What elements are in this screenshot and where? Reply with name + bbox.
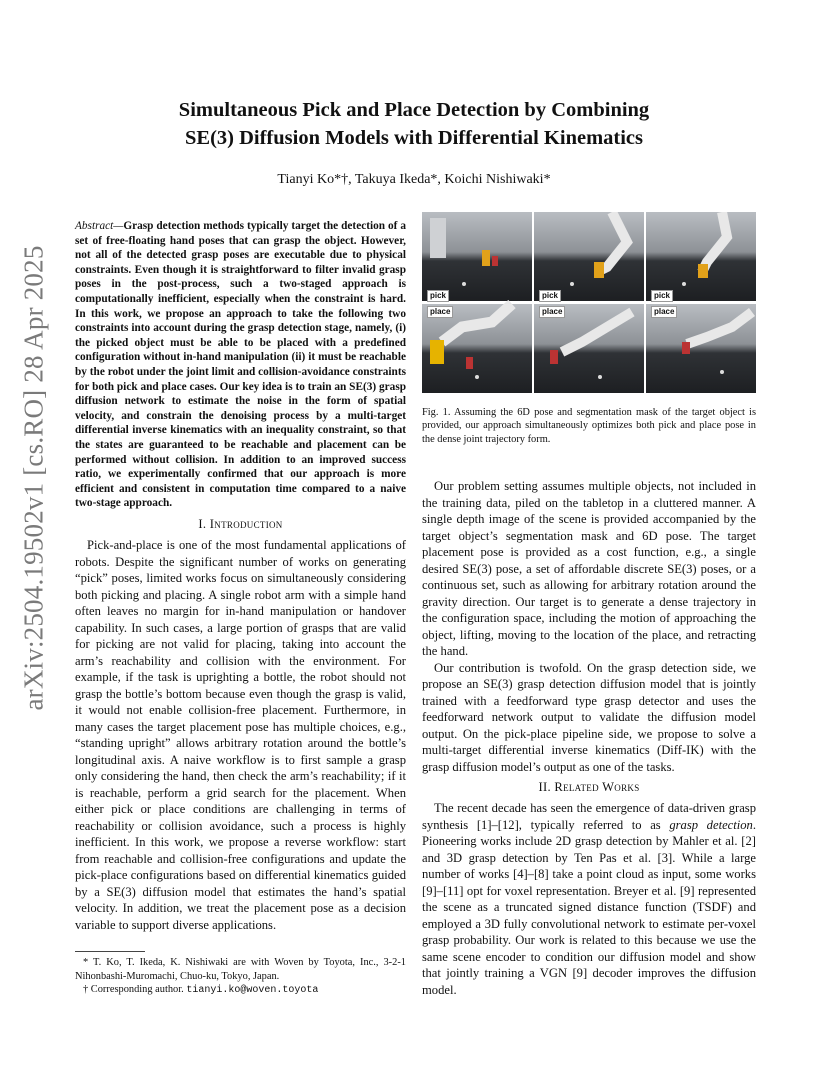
panel-pick-1 <box>422 212 532 301</box>
place-label: place <box>427 306 453 318</box>
pick-label: pick <box>539 290 561 302</box>
problem-setting-body <box>422 478 756 775</box>
title-line-2: SE(3) Diffusion Models with Differential Kinematics <box>185 127 643 149</box>
paper-title <box>60 96 768 152</box>
section-heading-related-works <box>422 780 756 795</box>
abstract <box>75 219 406 511</box>
panel-pick-2 <box>534 212 644 301</box>
author-list: Tianyi Ko*†, Takuya Ikeda*, Koichi Nishiwaki* <box>277 172 551 187</box>
section-title: Introduction <box>209 517 283 531</box>
section-number: I. <box>198 517 207 531</box>
panel-pick-3 <box>646 212 756 301</box>
section-heading-introduction <box>75 517 406 532</box>
problem-paragraph: Our problem setting assumes multiple objects, not included in the training data, piled on the tabletop in a cluttered manner. A single depth image of the scene is provided accompanied by the target object’s segmentation mask and 6D pose. The target placement pose is provided as a cost function, e.g., a single desired SE(3) pose, a set of affordable discrete SE(3) poses, or a continuous set, such as allowing for arbitrary rotation around the gravity direction. Our target is to generate a dense trajectory in the configuration space, including the motion of approaching the object, lifting, moving to the location of the place, and retracting the hand. <box>422 479 756 658</box>
introduction-body <box>75 537 406 933</box>
intro-paragraph: Pick-and-place is one of the most fundamental applications of robots. Despite the significant number of works on generating “pick” poses, limited works focus on simultaneously considering both picking and placing. A single robot arm with a simple hand often leaves no margin for in-hand manipulation or handover capability. In such cases, a large portion of grasps that are valid for picking are not valid for placing, taking into account the arm’s reachability and collision with the environment. For example, if the task is uprighting a bottle, the robot should not grasp the bottle’s bottom because even though the grasp is valid, it would not enable collision-free placement. Furthermore, in many cases the target placement pose has multiple choices, e.g., “standing upright” allows arbitrary rotation around the bottle’s longitudinal axis. A naive workflow is to first sample a grasp only considering the hand, then check the arm’s reachability; if it is reachable, perform a grid search for the placement. When either pick or place conditions are challenging in terms of reachability or collision avoidance, such a process is highly inefficient. In this work, we propose a reverse workflow: start from reachable and collision-free configurations and update the pick-place configurations based on differential kinematics guided by a SE(3) diffusion model that estimates the hand’s spatial velocity. In addition, we treat the placement pose as a decision variable to support diverse applications. <box>75 538 406 932</box>
emphasis-term: grasp detection <box>669 817 753 832</box>
pick-label: pick <box>651 290 673 302</box>
corresponding-email[interactable]: tianyi.ko@woven.toyota <box>186 985 319 996</box>
corresponding-footnote <box>75 983 406 998</box>
footnotes <box>75 956 406 998</box>
affiliation-footnote: * T. Ko, T. Ikeda, K. Nishiwaki are with Woven by Toyota, Inc., 3-2-1 Nihonbashi-Muromachi, Chuo-ku, Tokyo, Japan. <box>75 957 406 982</box>
arxiv-sidebar <box>14 245 54 711</box>
contribution-paragraph: Our contribution is twofold. On the grasp detection side, we propose an SE(3) grasp detection diffusion model that is jointly trained with a feedforward type grasp detector and uses the feedforward network output to validate the diffusion model output. On the pick-place pipeline side, we propose to solve a multi-target differential inverse kinematics (Diff-IK) with the grasp diffusion model’s output as one of the tasks. <box>422 660 756 774</box>
section-title: Related Works <box>554 780 640 794</box>
figure-1 <box>422 212 756 393</box>
figure-1-caption: Fig. 1. Assuming the 6D pose and segmentation mask of the target object is provided, our approach simultaneously optimizes both pick and place pose in the dense joint trajectory form. <box>422 407 756 445</box>
section-number: II. <box>538 780 551 794</box>
corresponding-label: † Corresponding author. <box>83 984 184 995</box>
abstract-text: Grasp detection methods typically target the detection of a set of free-floating hand poses that can grasp the object. However, not all of the detected grasp poses are executable due to physical constraints. Even though it is straightforward to filter invalid grasp poses in the post-process, such a two-staged approach is computationally inefficient, especially when the constraint is hard. In this work, we propose an approach to take the following two constraints into account during the grasp detection stage, namely, (i) the picked object must be able to be placed with a predefined configuration without in-hand manipulation (ii) it must be reachable by the robot under the joint limit and collision-avoidance constraints for both pick and place cases. Our key idea is to train an SE(3) grasp diffusion network to estimate the noise in the form of spatial velocity, and constrain the denoising process by a multi-target differential inverse kinematics with an inequality constraint, so that the states are guaranteed to be reachable and placement can be performed without collision. In addition to an improved success ratio, we experimentally confirmed that our approach is more efficient and consistent in computation time compared to a naive two-stage approach. <box>75 220 406 510</box>
abstract-label: Abstract— <box>75 220 124 232</box>
footnote-rule <box>75 951 145 952</box>
place-label: place <box>651 306 677 318</box>
related-works-body <box>422 800 756 998</box>
place-label: place <box>539 306 565 318</box>
arxiv-id: arXiv:2504.19502v1 [cs.RO] 28 Apr 2025 <box>18 245 49 711</box>
title-line-1: Simultaneous Pick and Place Detection by Combining <box>178 99 650 121</box>
figure-1-photo-grid <box>422 212 756 393</box>
related-paragraph: The recent decade has seen the emergence of data-driven grasp synthesis [1]–[12], typically referred to as grasp detection. Pioneering works include 2D grasp detection by Mahler et al. [2] and 3D grasp detection by Ten Pas et al. [3]. While a large number of works [4]–[8] take a point cloud as input, some works [9]–[11] opt for voxel representation. Breyer et al. [9] represented the scene as a truncated signed distance function (TSDF) and employed a 3D fully convolutional network to estimate per-voxel grasp probability. Our work is related to this because we use the same scene encoder to condition our diffusion model and show that jointly training a VGN [9] decoder improves the diffusion model. <box>422 801 756 997</box>
pick-label: pick <box>427 290 449 302</box>
